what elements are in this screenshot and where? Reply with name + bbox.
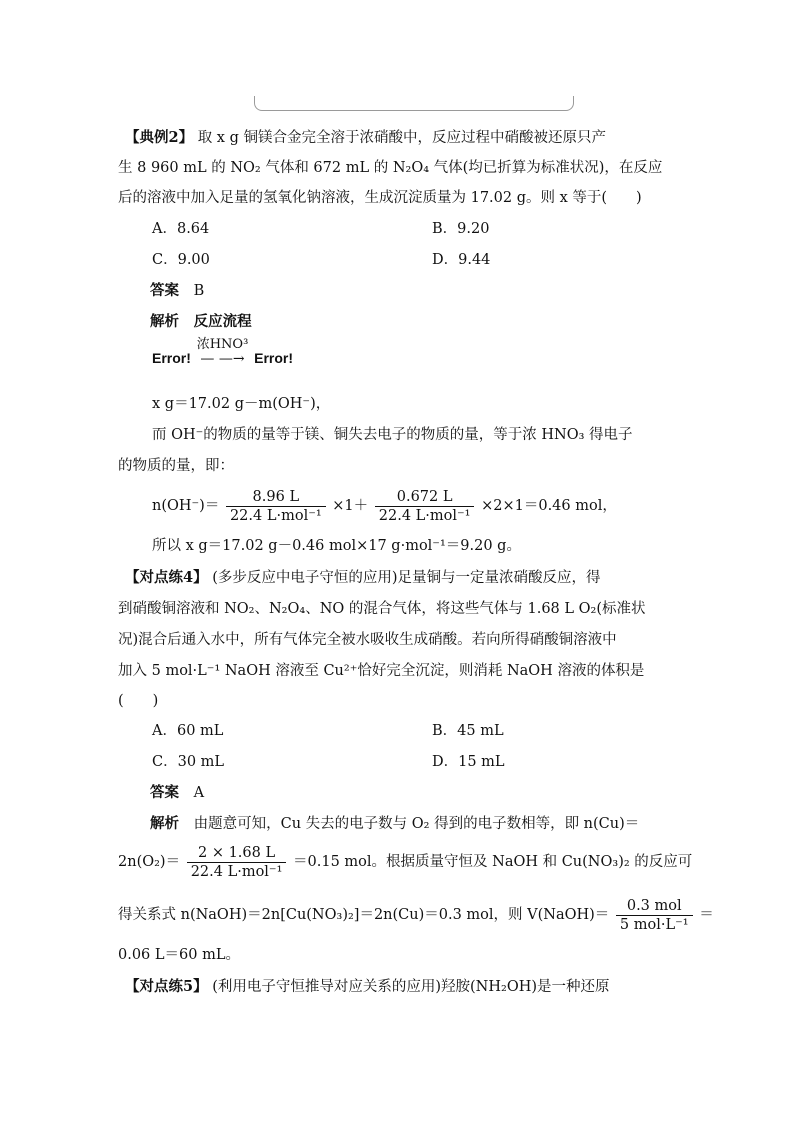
flow-reagent: 浓HNO³	[196, 337, 249, 352]
analysis-label: 解析	[150, 815, 179, 832]
fraction-4: $\frac{\text{0.3 mol}}{\text{5 mol·L⁻¹}}$	[616, 897, 693, 934]
equation-1: x g＝17.02 g－m(OH⁻)，	[152, 396, 331, 412]
equation-3: 所以 x g＝17.02 g－0.46 mol×17 g·mol⁻¹＝9.20 g。	[152, 538, 521, 554]
flow-right: Error!	[254, 350, 294, 366]
exercise-5-label: 【对点练5】	[125, 978, 208, 995]
option-a: A．8.64	[152, 221, 210, 237]
option-c: C．30 mL	[152, 754, 225, 770]
exercise-4-line-3: 况)混合后通入水中，所有气体完全被水吸收生成硝酸。若向所得硝酸铜溶液中	[118, 632, 617, 648]
option-c: C．9.00	[152, 252, 210, 268]
exercise-4-line-1: 【对点练4】 (多步反应中电子守恒的应用)足量铜与一定量浓硝酸反应，得	[125, 569, 601, 586]
option-b: B．9.20	[432, 221, 490, 237]
exercise-4-line-5: ( )	[118, 693, 159, 709]
exercise-4-line-4: 加入 5 mol·L⁻¹ NaOH 溶液至 Cu²⁺恰好完全沉淀，则消耗 NaOH 溶液的体积是	[118, 663, 645, 679]
analysis-label: 解析	[150, 313, 179, 330]
option-d: D．15 mL	[432, 754, 505, 770]
example-2-line-1: 【典例2】 取 x g 铜镁合金完全溶于浓硝酸中，反应过程中硝酸被还原只产	[125, 129, 606, 146]
equation-2: n(OH⁻)＝ $\frac{8.96 L}{\text{22.4 L·mol⁻¹}}$ ×1＋ $\frac{0.672 L}{\text{22.4 L·mol⁻¹}}$ ×2×1＝0.46 mol，	[152, 488, 617, 524]
answer-label: 答案	[150, 784, 179, 801]
exercise-5-line-1: 【对点练5】 (利用电子守恒推导对应关系的应用)羟胺(NH₂OH)是一种还原	[125, 978, 610, 995]
text-line-2: 的物质的量，即：	[118, 458, 234, 474]
analysis-result: 0.06 L＝60 mL。	[118, 947, 240, 963]
exercise-4-line-2: 到硝酸铜溶液和 NO₂、N₂O₄、NO 的混合气体，将这些气体与 1.68 L O₂(标准状	[118, 601, 646, 617]
analysis-line: 解析 由题意可知，Cu 失去的电子数与 O₂ 得到的电子数相等，即 n(Cu)＝	[150, 815, 640, 832]
header-bracket-line	[254, 96, 574, 111]
fraction-1: $\frac{8.96 L}{\text{22.4 L·mol⁻¹}}$	[226, 488, 326, 525]
analysis-equation-1: 2n(O₂)＝ $\frac{2 \times 1.68 L}{\text{22.4 L·mol⁻¹}}$ ＝0.15 mol。根据质量守恒及 NaOH 和 Cu(NO₃)₂ 的反应可	[118, 844, 693, 880]
flow-arrow: 浓HNO³ — —→	[196, 337, 249, 367]
answer-label: 答案	[150, 282, 179, 299]
flow-left: Error!	[152, 350, 191, 366]
fraction-2: $\frac{0.672 L}{\text{22.4 L·mol⁻¹}}$	[375, 488, 475, 525]
answer-line	[150, 281, 204, 301]
option-a: A．60 mL	[152, 723, 224, 739]
answer-value: B	[193, 283, 205, 299]
analysis-line	[150, 312, 252, 332]
example-2-line-3: 后的溶液中加入足量的氢氧化钠溶液，生成沉淀质量为 17.02 g。则 x 等于( )	[118, 190, 642, 206]
fraction-3: $\frac{2 \times 1.68 L}{\text{22.4 L·mol⁻¹}}$	[187, 844, 287, 881]
example-2-label: 【典例2】	[125, 129, 194, 146]
analysis-equation-2: 得关系式 n(NaOH)＝2n[Cu(NO₃)₂]＝2n(Cu)＝0.3 mol，则 V(NaOH)＝ $\frac{\text{0.3 mol}}{\text{5 mol·L⁻¹}}$ ＝	[118, 897, 714, 933]
analysis-title: 反应流程	[193, 313, 252, 330]
option-d: D．9.44	[432, 252, 491, 268]
answer-line	[150, 783, 204, 803]
example-2-line-2: 生 8 960 mL 的 NO₂ 气体和 672 mL 的 N₂O₄ 气体(均已折算为标准状况)，在反应	[118, 160, 663, 176]
answer-value: A	[193, 785, 205, 801]
reaction-flow	[152, 337, 294, 369]
text-line-1: 而 OH⁻的物质的量等于镁、铜失去电子的物质的量，等于浓 HNO₃ 得电子	[152, 427, 633, 443]
option-b: B．45 mL	[432, 723, 504, 739]
exercise-4-label: 【对点练4】	[125, 569, 208, 586]
